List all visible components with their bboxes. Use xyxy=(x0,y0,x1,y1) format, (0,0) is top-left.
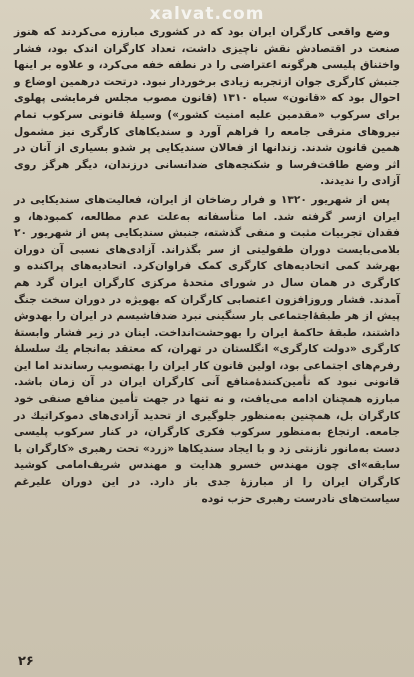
paragraph-2: پس از شهریور ۱۳۲۰ و فرار رضاخان از ایران، فعالیت‌های سندیکایی در ایران ازسر گرفته شد. اما متأسفانه به‌علت عدم مطالعه، کمبودها، و فقدان تجربیات مثبت و منفی گذشته، جنبش سندیکایی پس از شهریور ۲۰ بلامی‌بایست دوران طفولیتی از سر بگذراند. آزادی‌های نسبی آن دوران بهرشد کمی اتحادیه‌های کارگری کمک فراوان‌کرد. اتحادیه‌های پراکنده و کارگری در همان سال در شورای متحدهٔ مرکزی کارگران ایران گرد هم آمدند. فشار وروزافزون اعتصابی کارگران که بهویژه در دوران سخت جنگ پیش از هر طبقهٔ‌اجتماعی بار سنگینی نبرد ضدفاشیسم در ایران را بهدوش داشتند، طبقهٔ حاکمهٔ ایران را بهوحشت‌انداخت. اینان در زیر فشار وابستهٔ کارگری «دولت کارگری» انگلستان در تهران، که معتقد به‌انجام یك سلسلهٔ رفرم‌های اجتماعی بود، اولین قانون کار ایران را بهتصویب رساندند اما این قانونی نبود که تأمین‌کنندهٔ‌منافع آنی کارگران ایران در آن زمان باشد. مبارزه همچنان ادامه می‌یافت، و نه تنها در جهت تأمین منافع صنفی خود کارگران بل، همچنین به‌منظور جلوگیری از تحدید آزادی‌های دموکراتیك در جامعه. ارتجاع به‌منظور سرکوب فکری کارگران، در کنار سرکوب پلیسی دست به‌مانور نازنتی زد و با ایجاد سندیکاها «زرد» تحت رهبری «کارگران با سابقه»ای چون مهندس خسرو هدایت و مهندس شریف‌امامی کوشید کارگران ایران را از مبارزهٔ جدی باز دارد. در این دوران علیرغم سیاست‌های نادرست رهبری حزب توده xyxy=(14,193,400,505)
site-watermark: xalvat.com xyxy=(149,4,265,24)
page-number: ۲۶ xyxy=(18,654,34,669)
body-text xyxy=(14,24,400,507)
paragraph-1: وضع واقعی کارگران ایران بود که در کشوری مبارزه می‌کردند که هنوز صنعت در اقتصادش نقش ناچیزی داشت، تعداد کارگران اندک بود، فشار واختناق پلیسی هرگونه اعتراضی را در نطفه خفه می‌کرد، و علاوه بر اینها جنبش کارگری جوان ازتجربه زیادی برخوردار نبود. درتحت درهمین اوضاع و احوال بود که «قانون» سیاه ۱۳۱۰ (قانون مصوب مجلس فرمایشی پهلوی برای سرکوب «مقدمین علیه امنیت کشور») وسیلهٔ قانونی سرکوب تمام نیروهای مترقی جامعه را فراهم آورد و سندیکاهای کارگری نیز مشمول همین قانون شدند. زندانها از فعالان سندیکایی پر شدو بسیاری از آنان در اثر وضع طاقت‌فرسا و شکنجه‌های ضدانسانی درزندان، دیگر هرگز روی آزادی را ندیدند. xyxy=(14,26,400,188)
